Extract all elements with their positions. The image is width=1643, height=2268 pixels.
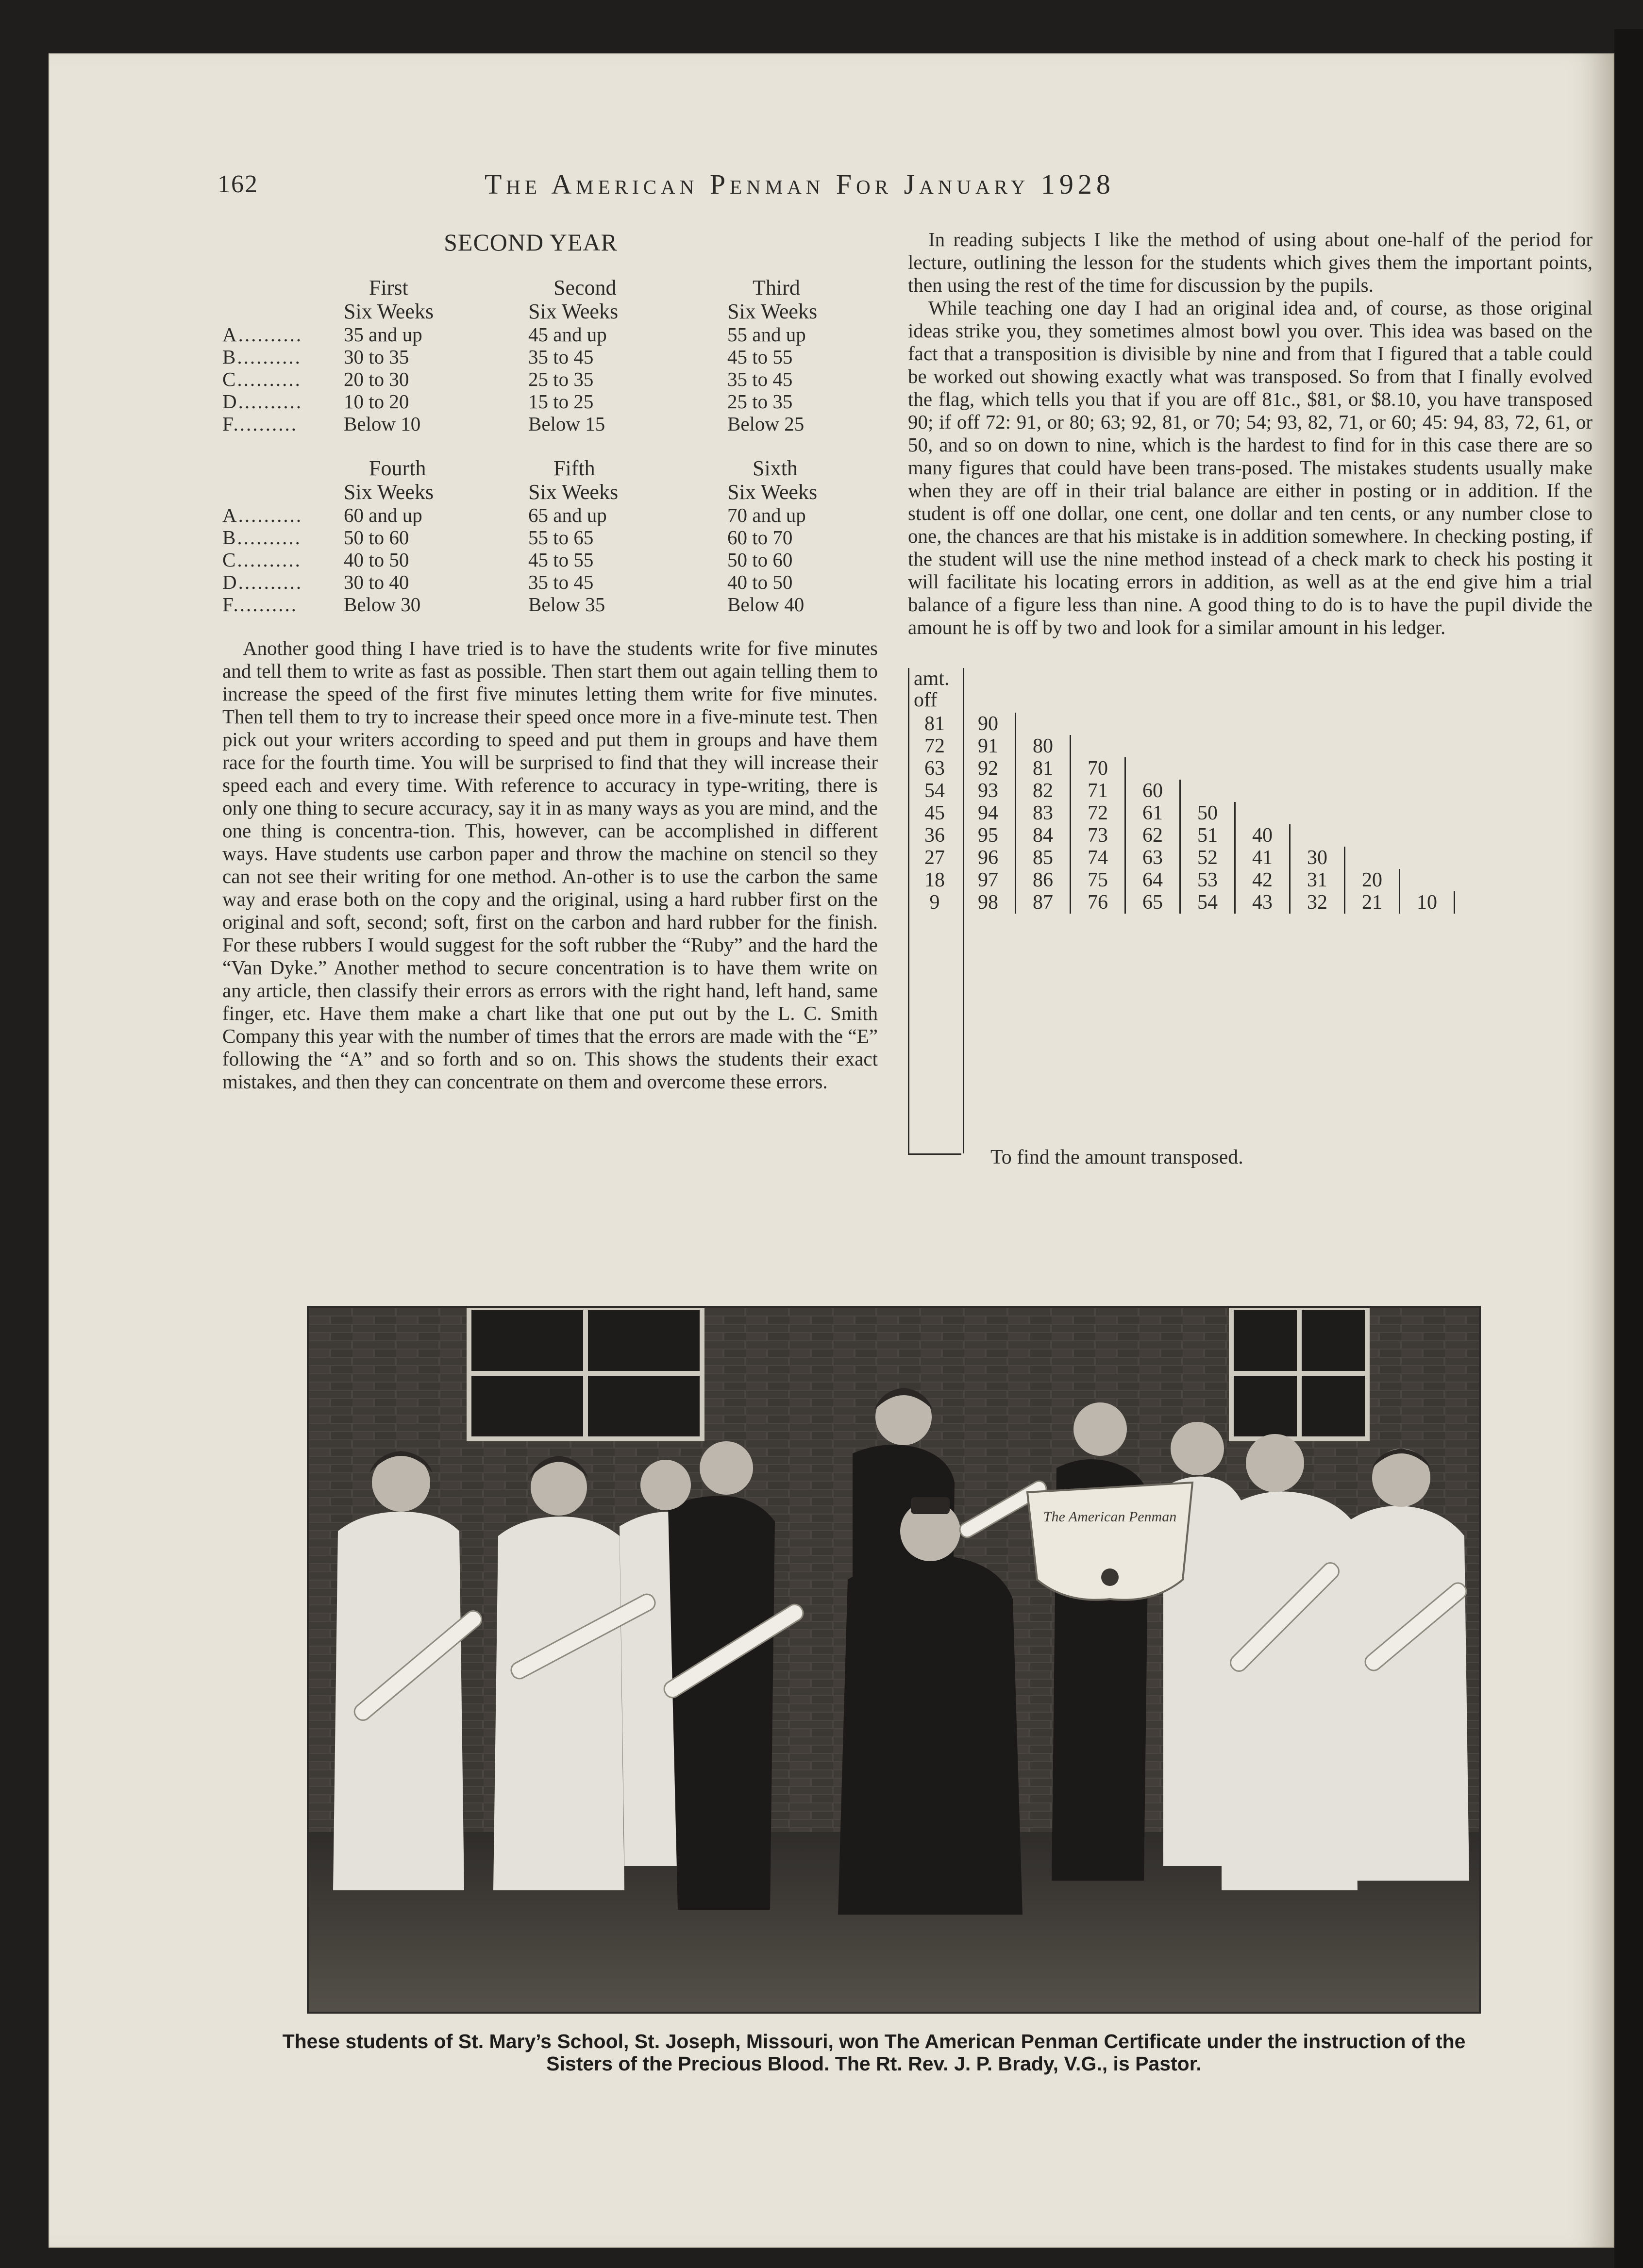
photo-illustration — [309, 1308, 1479, 2012]
table-rule-bottom — [908, 1153, 961, 1155]
grade-row — [222, 346, 878, 368]
grade-value: 40 to 50 — [344, 549, 409, 571]
transposed-value-cell: 76 — [1071, 891, 1126, 914]
amount-off-cell: 9 — [929, 891, 940, 914]
article-paragraph-2: While teaching one day I had an original idea and, of course, as those original ideas strike you, they sometimes almost bowl you over. This idea was based on the fact that a transposition is divisible by nine and from that I figured that a table could be worked out showing exactly what was transposed. So from that I finally evolved the flag, which tells you that if you are off 81c., $81, or $8.10, you have transposed 90; if off 72: 91, or 80; 63; 92, 81, or 70; 54; 93, 82, 71, or 60; 45: 94, 83, 72, 61, or 50, and so on down to nine, which is the hardest to find for in this case there are so many figures that could have been trans-posed. The mistakes students usually make when they are off in their trial balance are either in posting or in addition. If the student is off one dollar, one cent, one dollar and ten cents, or any number close to one, the chances are that his mistake is in addition somewhere. In checking posting, if the student will use the nine method instead of a check mark to check his posting it will facilitate his locating errors in addition, as well as at the end give him a trial balance of a figure less than nine. A good thing to do is to have the pupil divide the amount he is off by two and look for a similar amount in his ledger. — [908, 297, 1593, 638]
transposed-value-cell: 90 — [961, 713, 1016, 735]
grade-label: D.......... — [222, 571, 303, 593]
right-column — [908, 228, 1593, 1183]
period-header-line: Six Weeks — [727, 480, 818, 504]
transposed-value-cell: 41 — [1236, 847, 1291, 869]
grade-label: A.......... — [222, 504, 303, 526]
grade-value: Below 40 — [727, 593, 805, 616]
grade-value: Below 25 — [727, 413, 805, 435]
transposed-value-cell: 62 — [1126, 824, 1181, 847]
running-head: The American Penman For January 1928 — [485, 168, 1115, 200]
transposed-value-cell: 10 — [1400, 891, 1455, 914]
grade-row — [222, 593, 878, 616]
grade-value: 35 to 45 — [528, 346, 594, 368]
transposed-value-cell: 32 — [1291, 891, 1345, 914]
grade-value: 65 and up — [528, 504, 607, 526]
period-header-line: Six Weeks — [528, 480, 619, 504]
header-off: off — [914, 689, 938, 711]
transposition-row — [908, 847, 1345, 869]
period-header-line: Second — [553, 276, 617, 300]
grade-value: 20 to 30 — [344, 368, 409, 390]
header-amt: amt. — [914, 667, 950, 690]
grade-row — [222, 413, 878, 435]
amount-off-cell: 54 — [924, 780, 945, 802]
transposed-value-cell: 21 — [1345, 891, 1400, 914]
period-header-line: Six Weeks — [344, 480, 434, 504]
grade-value: 55 to 65 — [528, 526, 594, 549]
period-header — [727, 276, 873, 323]
amount-off-cell: 72 — [924, 735, 945, 757]
grade-row — [222, 368, 878, 390]
transposed-value-cell: 60 — [1126, 780, 1181, 802]
transposition-row — [908, 891, 1455, 914]
transposition-row — [908, 735, 1071, 757]
grade-value: 60 and up — [344, 504, 422, 526]
certificate-title: The American Penman — [1043, 1509, 1177, 1525]
grade-value: 30 to 40 — [344, 571, 409, 593]
amount-off-cell: 18 — [924, 869, 945, 891]
transposition-row — [908, 802, 1236, 824]
transposed-value-cell: 80 — [1016, 735, 1071, 757]
transposed-value-cell: 73 — [1071, 824, 1126, 847]
class-photograph — [307, 1306, 1481, 2014]
transposed-value-cell: 92 — [961, 757, 1016, 780]
transposition-row — [908, 869, 1400, 891]
period-header-line: Six Weeks — [344, 300, 434, 323]
photo-caption: These students of St. Mary’s School, St. Joseph, Missouri, won The American Penman Certificate under the instruction of the Sisters of the Precious Blood. The Rt. Rev. J. P. Brady, V.G., is Pastor. — [282, 2030, 1466, 2075]
transposition-table — [908, 668, 1593, 1183]
grade-value: Below 10 — [344, 413, 421, 435]
transposed-value-cell: 87 — [1016, 891, 1071, 914]
grade-label: F.......... — [222, 593, 298, 616]
amount-off-cell: 27 — [924, 847, 945, 869]
grade-value: 35 to 45 — [528, 571, 594, 593]
amount-off-cell: 45 — [924, 802, 945, 824]
period-header-line: Six Weeks — [727, 300, 818, 323]
transposed-value-cell: 98 — [961, 891, 1016, 914]
grade-value: 15 to 25 — [528, 390, 594, 413]
grade-value: 70 and up — [727, 504, 806, 526]
article-paragraph-1: In reading subjects I like the method of using about one-half of the period for lecture, outlining the lesson for the students which gives them the important points, then using the rest of the time for discussion by the pupils. — [908, 228, 1593, 296]
transposed-value-cell: 54 — [1181, 891, 1236, 914]
window-right — [1231, 1308, 1367, 1439]
transposed-value-cell: 96 — [961, 847, 1016, 869]
grade-row — [222, 571, 878, 593]
grade-value: 35 and up — [344, 323, 422, 346]
amount-off-cell: 81 — [924, 713, 945, 735]
transposed-value-cell: 85 — [1016, 847, 1071, 869]
grade-value: 40 to 50 — [727, 571, 793, 593]
grade-value: 35 to 45 — [727, 368, 793, 390]
page-header — [218, 170, 1315, 204]
period-header-line: Sixth — [753, 456, 798, 480]
grade-value: 25 to 35 — [528, 368, 594, 390]
transposed-value-cell: 97 — [961, 869, 1016, 891]
grade-row — [222, 549, 878, 571]
article-paragraph: Another good thing I have tried is to have the students write for five minutes and tell them to write as fast as possible. Then start them out again telling them to increase the speed of the first five minutes letting them write for five minutes. Then tell them to try to increase their speed once more in a five-minute test. Then pick out your writers according to speed and put them in groups and have them race for the fourth time. You will be surprised to find that they will increase their speed each and every time. With reference to accuracy in type-writing, there is only one thing to secure accuracy, say it in as many ways as you are mind, and the one thing is concentra-tion. This, however, can be accomplished in different ways. Have students use carbon paper and throw the machine on stencil so they can not see their writing for one method. An-other is to use the carbon the same way and erase both on the copy and the original, using a hard rubber first on the original and soft, second; soft, first on the carbon and hard rubber for the finish. For these rubbers I would suggest for the soft rubber the “Ruby” and the hard the “Van Dyke.” Another method to secure concentration is to have them write on any article, then classify their errors as errors with the right hand, left hand, same finger, etc. Have them make a chart like that one put out by the L. C. Smith Company this year with the number of times that the errors are made with the “E” following the “A” and so forth and so on. This shows the students their exact mistakes, and then they can concentrate on them and overcome these errors. — [222, 637, 878, 1093]
transposed-value-cell: 71 — [1071, 780, 1126, 802]
amount-off-cell: 63 — [924, 757, 945, 780]
left-column — [222, 228, 878, 1093]
transposed-value-cell: 93 — [961, 780, 1016, 802]
transposed-value-cell: 51 — [1181, 824, 1236, 847]
transposed-value-cell: 30 — [1291, 847, 1345, 869]
grade-table — [222, 276, 878, 616]
transposed-value-cell: 43 — [1236, 891, 1291, 914]
transposed-value-cell: 84 — [1016, 824, 1071, 847]
transposition-row — [908, 780, 1181, 802]
grade-label: F.......... — [222, 413, 298, 435]
transposed-value-cell: 42 — [1236, 869, 1291, 891]
transposition-row — [908, 824, 1291, 847]
grade-value: 50 to 60 — [344, 526, 409, 549]
grade-row — [222, 323, 878, 346]
period-header — [344, 456, 528, 504]
grade-label: B.......... — [222, 346, 302, 368]
transposed-value-cell: 63 — [1126, 847, 1181, 869]
transposed-value-cell: 64 — [1126, 869, 1181, 891]
transposed-value-cell: 95 — [961, 824, 1016, 847]
transposed-value-cell: 94 — [961, 802, 1016, 824]
period-header-line: First — [369, 276, 408, 300]
transposed-value-cell: 86 — [1016, 869, 1071, 891]
grade-label: D.......... — [222, 390, 303, 413]
period-header-line: Fifth — [553, 456, 595, 480]
grade-value: 45 to 55 — [528, 549, 594, 571]
scan-edge — [1614, 29, 1643, 2268]
transposed-value-cell: 91 — [961, 735, 1016, 757]
period-header-line: Six Weeks — [528, 300, 619, 323]
grade-label: C.......... — [222, 549, 302, 571]
transposed-value-cell: 75 — [1071, 869, 1126, 891]
grade-value: 10 to 20 — [344, 390, 409, 413]
window-left — [469, 1308, 702, 1439]
grade-label: C.......... — [222, 368, 302, 390]
transposed-value-cell: 74 — [1071, 847, 1126, 869]
grade-value: 25 to 35 — [727, 390, 793, 413]
grade-block-1 — [222, 276, 878, 435]
grade-value: 60 to 70 — [727, 526, 793, 549]
page-number: 162 — [218, 170, 258, 198]
transposition-row — [908, 757, 1126, 780]
transposed-value-cell: 82 — [1016, 780, 1071, 802]
grade-block-2 — [222, 456, 878, 616]
grade-row — [222, 504, 878, 526]
grade-label: A.......... — [222, 323, 303, 346]
transposed-value-cell: 52 — [1181, 847, 1236, 869]
period-header — [344, 276, 528, 323]
transposition-row — [908, 713, 1016, 735]
period-header — [727, 456, 873, 504]
table-caption: To find the amount transposed. — [990, 1146, 1243, 1168]
amount-off-cell: 36 — [924, 824, 945, 847]
period-header-line: Fourth — [369, 456, 426, 480]
transposed-value-cell: 20 — [1345, 869, 1400, 891]
transposed-value-cell: 50 — [1181, 802, 1236, 824]
transposed-value-cell: 53 — [1181, 869, 1236, 891]
transposed-value-cell: 40 — [1236, 824, 1291, 847]
grade-value: Below 15 — [528, 413, 605, 435]
transposed-value-cell: 70 — [1071, 757, 1126, 780]
grade-value: 45 to 55 — [727, 346, 793, 368]
period-header — [528, 456, 727, 504]
grade-value: 45 and up — [528, 323, 607, 346]
transposed-value-cell: 83 — [1016, 802, 1071, 824]
grade-value: 30 to 35 — [344, 346, 409, 368]
period-header — [528, 276, 727, 323]
certificate — [1027, 1483, 1192, 1600]
grade-row — [222, 390, 878, 413]
grade-value: 55 and up — [727, 323, 806, 346]
transposed-value-cell: 31 — [1291, 869, 1345, 891]
period-header-line: Third — [753, 276, 800, 300]
transposed-value-cell: 72 — [1071, 802, 1126, 824]
grade-value: Below 35 — [528, 593, 605, 616]
grade-label: B.......... — [222, 526, 302, 549]
grade-row — [222, 526, 878, 549]
table-header — [914, 668, 949, 711]
transposed-value-cell: 65 — [1126, 891, 1181, 914]
transposed-value-cell: 81 — [1016, 757, 1071, 780]
transposed-value-cell: 61 — [1126, 802, 1181, 824]
table-title: SECOND YEAR — [444, 229, 618, 256]
grade-value: 50 to 60 — [727, 549, 793, 571]
grade-value: Below 30 — [344, 593, 421, 616]
